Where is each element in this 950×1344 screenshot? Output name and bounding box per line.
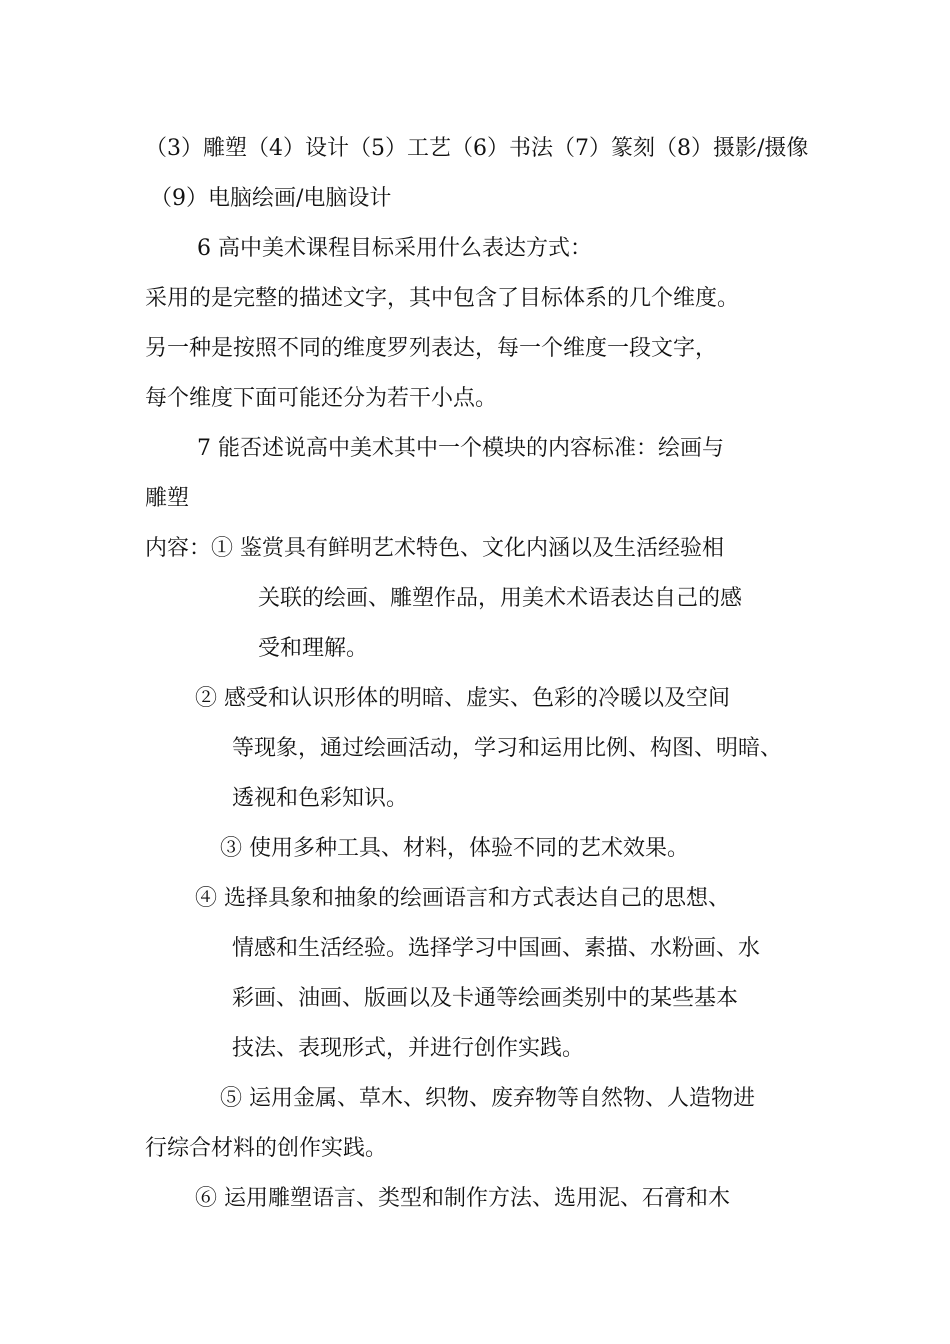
text-line: 关联的绘画、雕塑作品，用美术术语表达自己的感 (258, 586, 743, 611)
text-line: 每个维度下面可能还分为若干小点。 (145, 386, 498, 411)
text-line: （3）雕塑（4）设计（5）工艺（6）书法（7）篆刻（8）摄影/摄像 (145, 136, 809, 161)
text-line: ⑤ 运用金属、草木、织物、废弃物等自然物、人造物进 (220, 1086, 755, 1111)
text-line: 6 高中美术课程目标采用什么表达方式： (197, 236, 592, 261)
text-line: 彩画、油画、版画以及卡通等绘画类别中的某些基本 (232, 986, 739, 1011)
text-line: ⑥ 运用雕塑语言、类型和制作方法、选用泥、石膏和木 (195, 1186, 730, 1211)
text-line: 7 能否述说高中美术其中一个模块的内容标准：绘画与 (197, 436, 724, 461)
text-line: ② 感受和认识形体的明暗、虚实、色彩的冷暖以及空间 (195, 686, 730, 711)
text-line: （9）电脑绘画/电脑设计 (150, 186, 392, 211)
text-line: 透视和色彩知识。 (232, 786, 409, 811)
text-line: 等现象，通过绘画活动，学习和运用比例、构图、明暗、 (232, 736, 783, 761)
text-line: 受和理解。 (258, 636, 369, 661)
text-line: 情感和生活经验。选择学习中国画、素描、水粉画、水 (232, 936, 761, 961)
text-line: 行综合材料的创作实践。 (145, 1136, 388, 1161)
text-line: ④ 选择具象和抽象的绘画语言和方式表达自己的思想、 (195, 886, 730, 911)
text-line: 技法、表现形式，并进行创作实践。 (232, 1036, 585, 1061)
text-line: 采用的是完整的描述文字，其中包含了目标体系的几个维度。 (145, 286, 740, 311)
text-line: ③ 使用多种工具、材料，体验不同的艺术效果。 (220, 836, 689, 861)
text-line: 雕塑 (145, 486, 190, 511)
text-line: 另一种是按照不同的维度罗列表达，每一个维度一段文字， (145, 336, 718, 361)
text-line: 内容：① 鉴赏具有鲜明艺术特色、文化内涵以及生活经验相 (145, 536, 724, 561)
